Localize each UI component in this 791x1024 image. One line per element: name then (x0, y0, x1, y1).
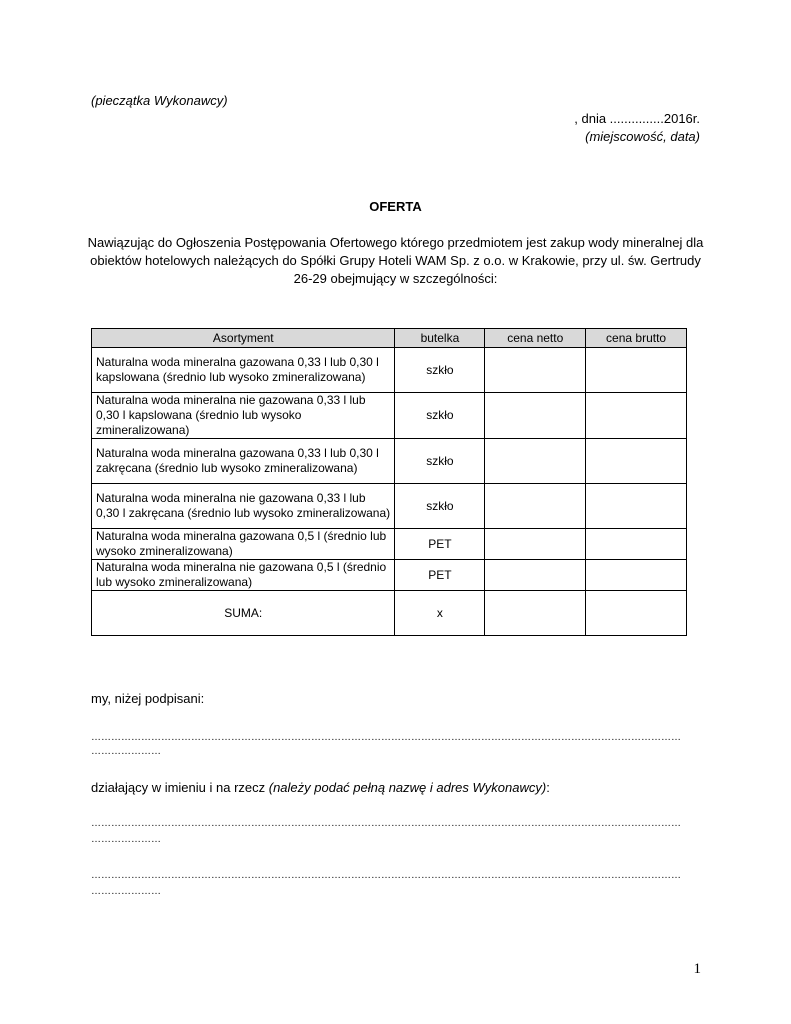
bottle-type: szkło (395, 439, 485, 484)
bottle-type: PET (395, 560, 485, 591)
item-description: Naturalna woda mineralna gazowana 0,5 l (średnio lub wysoko zmineralizowana) (92, 529, 395, 560)
net-price-cell (485, 560, 586, 591)
item-description: Naturalna woda mineralna gazowana 0,33 l lub 0,30 l zakręcana (średnio lub wysoko zmineralizowana) (92, 439, 395, 484)
table-row (92, 348, 687, 393)
signatories-fill-line: …………………………………………………………………………………………………………………………………………………………… (91, 732, 681, 743)
bottle-type: szkło (395, 484, 485, 529)
place-date-caption: (miejscowość, data) (585, 129, 700, 144)
contractor-fill-line-short: ………………… (91, 834, 161, 845)
column-header-assortment: Asortyment (92, 329, 395, 348)
acting-on-behalf-label (91, 779, 550, 796)
table-row (92, 484, 687, 529)
acting-italic-note: (należy podać pełną nazwę i adres Wykonawcy) (268, 780, 547, 795)
offer-table (91, 328, 687, 636)
sum-bottle-mark: x (395, 591, 485, 636)
table-header-row (92, 329, 687, 348)
page-number: 1 (693, 961, 701, 977)
net-price-cell (485, 439, 586, 484)
contractor-fill-line-short: ………………… (91, 886, 161, 897)
gross-price-cell (586, 529, 687, 560)
gross-price-cell (586, 484, 687, 529)
net-price-cell (485, 529, 586, 560)
signatories-fill-line-short: ………………… (91, 746, 161, 757)
gross-price-cell (586, 560, 687, 591)
item-description: Naturalna woda mineralna nie gazowana 0,33 l lub 0,30 l kapslowana (średnio lub wysoko zmineralizowana) (92, 393, 395, 439)
sum-row (92, 591, 687, 636)
bottle-type: PET (395, 529, 485, 560)
sum-gross-cell (586, 591, 687, 636)
gross-price-cell (586, 439, 687, 484)
sum-net-cell (485, 591, 586, 636)
table-row (92, 529, 687, 560)
signatories-label: my, niżej podpisani: (91, 691, 205, 706)
place-date-line: , dnia ...............2016r. (574, 111, 700, 126)
contractor-fill-line: …………………………………………………………………………………………………………………………………………………………… (91, 870, 681, 881)
item-description: Naturalna woda mineralna nie gazowana 0,33 l lub 0,30 l zakręcana (średnio lub wysoko zmineralizowana) (92, 484, 395, 529)
gross-price-cell (586, 348, 687, 393)
net-price-cell (485, 348, 586, 393)
net-price-cell (485, 393, 586, 439)
column-header-net-price: cena netto (485, 329, 586, 348)
table-row (92, 439, 687, 484)
intro-paragraph: Nawiązując do Ogłoszenia Postępowania Ofertowego którego przedmiotem jest zakup wody mineralnej dla obiektów hotelowych należących do Spółki Grupy Hoteli WAM Sp. z o.o. w Krakowie, przy ul. św. Gertrudy 26-29 obejmujący w szczególności: (87, 235, 704, 286)
bottle-type: szkło (395, 393, 485, 439)
sum-label: SUMA: (92, 591, 395, 636)
gross-price-cell (586, 393, 687, 439)
net-price-cell (485, 484, 586, 529)
item-description: Naturalna woda mineralna gazowana 0,33 l lub 0,30 l kapslowana (średnio lub wysoko zmineralizowana) (92, 348, 395, 393)
column-header-bottle: butelka (395, 329, 485, 348)
table-row (92, 393, 687, 439)
document-title: OFERTA (369, 199, 422, 214)
bottle-type: szkło (395, 348, 485, 393)
table-row (92, 560, 687, 591)
contractor-stamp-label: (pieczątka Wykonawcy) (91, 93, 228, 108)
column-header-gross-price: cena brutto (586, 329, 687, 348)
contractor-fill-line: …………………………………………………………………………………………………………………………………………………………… (91, 818, 681, 829)
item-description: Naturalna woda mineralna nie gazowana 0,5 l (średnio lub wysoko zmineralizowana) (92, 560, 395, 591)
acting-suffix: : (546, 780, 550, 795)
acting-prefix: działający w imieniu i na rzecz (91, 780, 269, 795)
